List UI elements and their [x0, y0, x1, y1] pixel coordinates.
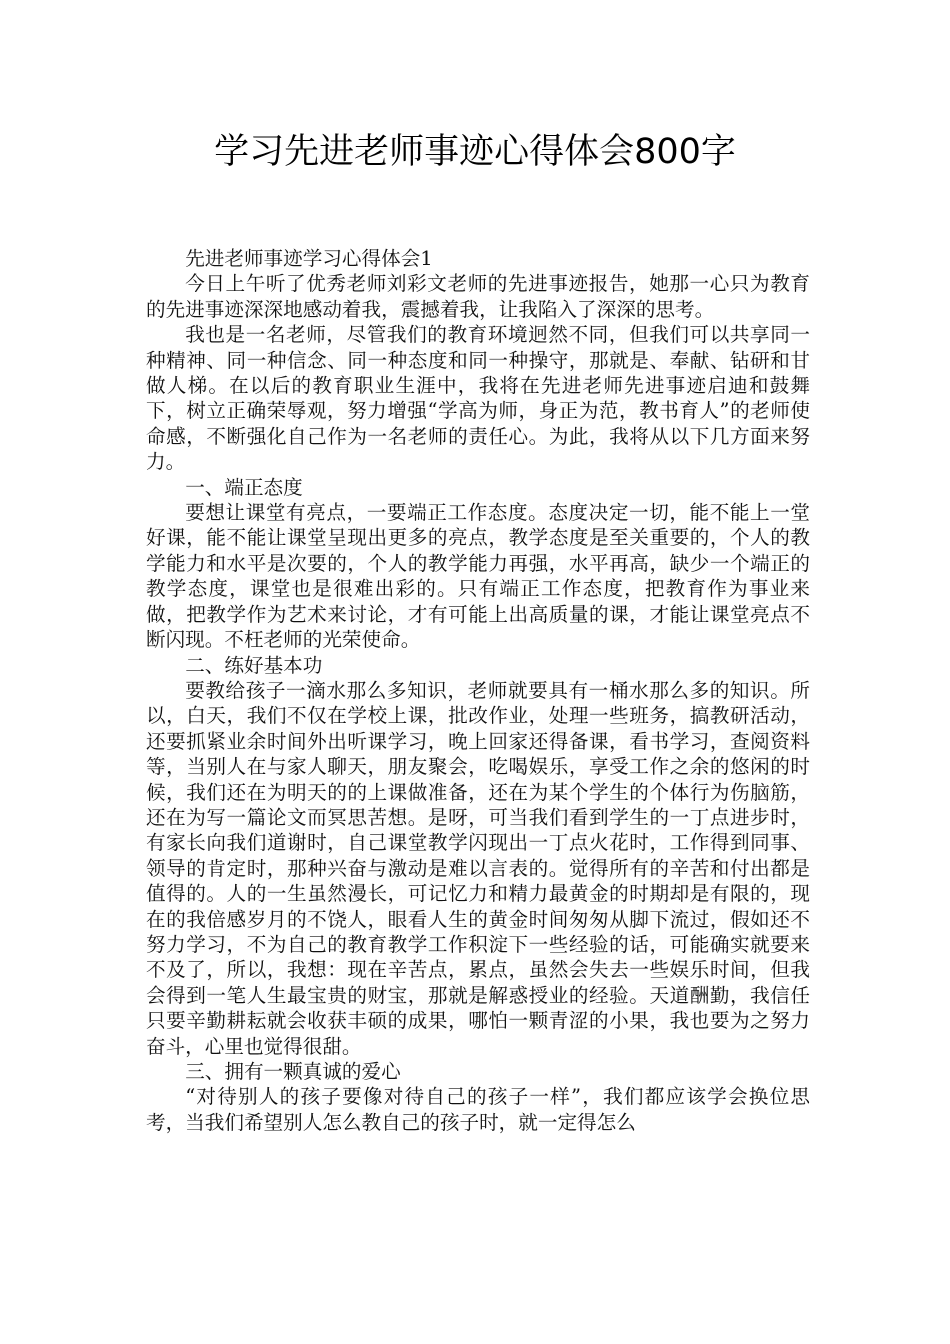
paragraph: 今日上午听了优秀老师刘彩文老师的先进事迹报告，她那一心只为教育的先进事迹深深地感动着我，震撼着我，让我陷入了深深的思考。: [146, 272, 810, 321]
paragraph: 我也是一名老师，尽管我们的教育环境迥然不同，但我们可以共享同一种精神、同一种信念、同一种态度和同一种操守，那就是、奉献、钻研和甘做人梯。在以后的教育职业生涯中，我将在先进老师先进事迹启迪和鼓舞下，树立正确荣辱观，努力增强“学高为师，身正为范，教书育人”的老师使命感，不断强化自己作为一名老师的责任心。为此，我将从以下几方面来努力。: [146, 323, 810, 474]
paragraph: 要想让课堂有亮点，一要端正工作态度。态度决定一切，能不能上一堂好课，能不能让课堂呈现出更多的亮点，教学态度是至关重要的，个人的教学能力和水平是次要的，个人的教学能力再强，水平再高，缺少一个端正的教学态度，课堂也是很难出彩的。只有端正工作态度，把教育作为事业来做，把教学作为艺术来讨论，才有可能上出高质量的课，才能让课堂亮点不断闪现。不枉老师的光荣使命。: [146, 501, 810, 652]
subsection-heading: 三、拥有一颗真诚的爱心: [185, 1060, 401, 1083]
document-title: 学习先进老师事迹心得体会800字: [214, 132, 736, 172]
paragraph: 要教给孩子一滴水那么多知识，老师就要具有一桶水那么多的知识。所以，白天，我们不仅在学校上课，批改作业，处理一些班务，搞教研活动，还要抓紧业余时间外出听课学习，晚上回家还得备课，看书学习，查阅资料等，当别人在与家人聊天，朋友聚会，吃喝娱乐，享受工作之余的悠闲的时候，我们还在为明天的的上课做准备，还在为某个学生的个体行为伤脑筋，还在为写一篇论文而冥思苦想。是呀，可当我们看到学生的一丁点进步时，有家长向我们道谢时，自己课堂教学闪现出一丁点火花时，工作得到同事、领导的肯定时，那种兴奋与激动是难以言表的。觉得所有的辛苦和付出都是值得的。人的一生虽然漫长，可记忆力和精力最黄金的时期却是有限的，现在的我倍感岁月的不饶人，眼看人生的黄金时间匆匆从脚下流过，假如还不努力学习，不为自己的教育教学工作积淀下一些经验的话，可能确实就要来不及了，所以，我想：现在辛苦点，累点，虽然会失去一些娱乐时间，但我会得到一笔人生最宝贵的财宝，那就是解惑授业的经验。天道酬勤，我信任只要辛勤耕耘就会收获丰硕的成果，哪怕一颗青涩的小果，我也要为之努力奋斗，心里也觉得很甜。: [146, 678, 810, 1058]
subsection-heading: 二、练好基本功: [185, 653, 323, 677]
subsection-heading: 一、端正态度: [185, 475, 303, 499]
document-body: [146, 246, 810, 1135]
paragraph: “对待别人的孩子要像对待自己的孩子一样”，我们都应该学会换位思考，当我们希望别人怎么教自己的孩子时，就一定得怎么: [146, 1085, 810, 1134]
section-heading: 先进老师事迹学习心得体会1: [185, 247, 433, 270]
